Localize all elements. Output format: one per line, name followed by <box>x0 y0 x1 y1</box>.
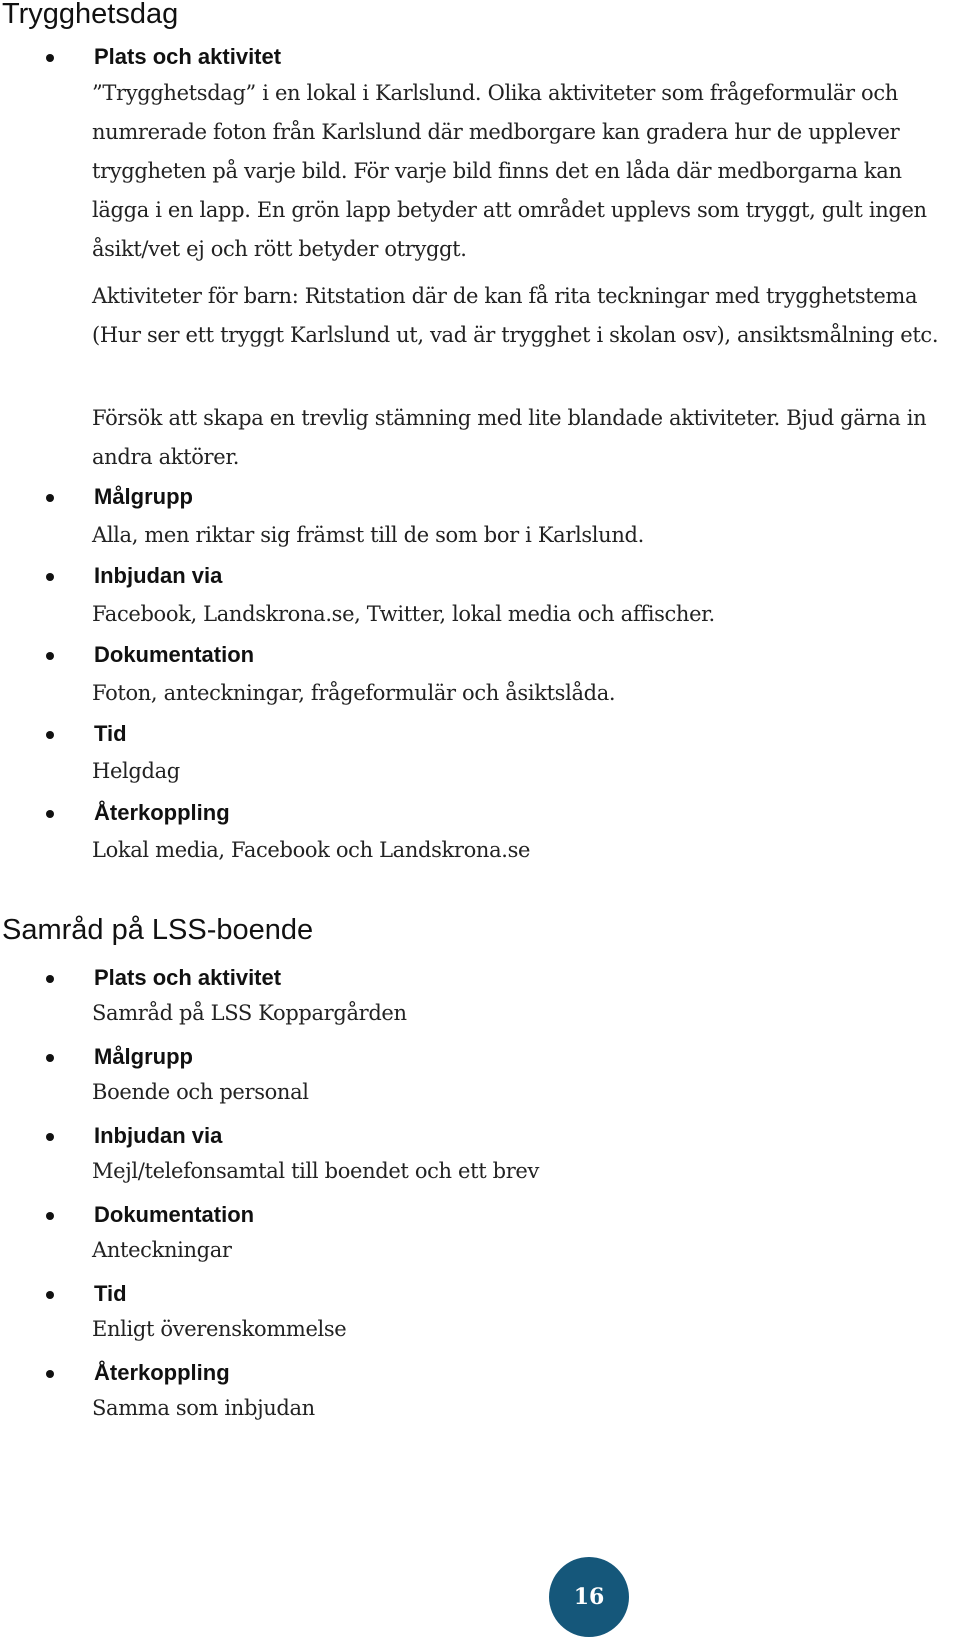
item-text-inbjudan-via: Mejl/telefonsamtal till boendet och ett brev <box>92 1159 539 1183</box>
item-text-malgrupp: Alla, men riktar sig främst till de som bor i Karlslund. <box>92 523 644 547</box>
item-label-malgrupp: Målgrupp <box>94 1044 193 1069</box>
item-label-inbjudan-via: Inbjudan via <box>94 1123 223 1148</box>
item-text-aterkoppling: Lokal media, Facebook och Landskrona.se <box>92 838 531 862</box>
bullet-icon <box>46 54 54 62</box>
bullet-icon <box>46 1370 54 1378</box>
bullet-icon <box>46 494 54 502</box>
bullet-icon <box>46 652 54 660</box>
item-text-plats-och-aktivitet: ”Trygghetsdag” i en lokal i Karlslund. Olika aktiviteter som frågeformulär och numrerade foton från Karlslund där medborgare kan gradera hur de upplever tryggheten på varje bild. För varje bild finns det en låda där medborgarna kan lägga i en lapp. En grön lapp betyder att området upplevs som tryggt, gult ingen åsikt/vet ej och rött betyder otryggt. <box>92 81 927 261</box>
item-label-tid: Tid <box>94 1281 127 1306</box>
bullet-icon <box>46 810 54 818</box>
bullet-icon <box>46 1133 54 1141</box>
item-label-plats-och-aktivitet: Plats och aktivitet <box>94 965 282 990</box>
bullet-icon <box>46 573 54 581</box>
section-title-samrad-lss: Samråd på LSS-boende <box>2 914 314 946</box>
bullet-icon <box>46 975 54 983</box>
item-text-dokumentation: Anteckningar <box>92 1238 232 1262</box>
item-label-inbjudan-via: Inbjudan via <box>94 563 223 588</box>
item-label-aterkoppling: Återkoppling <box>94 1360 230 1385</box>
item-text-inbjudan-via: Facebook, Landskrona.se, Twitter, lokal media och affischer. <box>92 602 715 626</box>
section-title-trygghetsdag: Trygghetsdag <box>2 0 179 30</box>
bullet-icon <box>46 1291 54 1299</box>
item-label-aterkoppling: Återkoppling <box>94 800 230 825</box>
item-text-plats-och-aktivitet: Samråd på LSS Koppargården <box>92 1001 407 1025</box>
item-text-aktiviteter-for-barn: Aktiviteter för barn: Ritstation där de kan få rita teckningar med trygghetstema (Hur ser ett tryggt Karlslund ut, vad är trygghet i skolan osv), ansiktsmålning etc. <box>92 284 939 347</box>
page-number: 16 <box>573 1584 605 1610</box>
item-label-dokumentation: Dokumentation <box>94 642 255 667</box>
item-text-malgrupp: Boende och personal <box>92 1080 309 1104</box>
bullet-icon <box>46 1212 54 1220</box>
bullet-icon <box>46 731 54 739</box>
item-text-dokumentation: Foton, anteckningar, frågeformulär och åsiktslåda. <box>92 681 616 705</box>
item-text-stamning: Försök att skapa en trevlig stämning med lite blandade aktiviteter. Bjud gärna in andra aktörer. <box>92 406 927 469</box>
item-text-aterkoppling: Samma som inbjudan <box>92 1396 315 1420</box>
item-label-tid: Tid <box>94 721 127 746</box>
item-label-plats-och-aktivitet: Plats och aktivitet <box>94 44 282 69</box>
page-number-badge <box>549 1557 629 1637</box>
item-text-tid: Enligt överenskommelse <box>92 1317 347 1341</box>
item-text-tid: Helgdag <box>92 759 180 783</box>
bullet-icon <box>46 1054 54 1062</box>
item-label-dokumentation: Dokumentation <box>94 1202 255 1227</box>
item-label-malgrupp: Målgrupp <box>94 484 193 509</box>
